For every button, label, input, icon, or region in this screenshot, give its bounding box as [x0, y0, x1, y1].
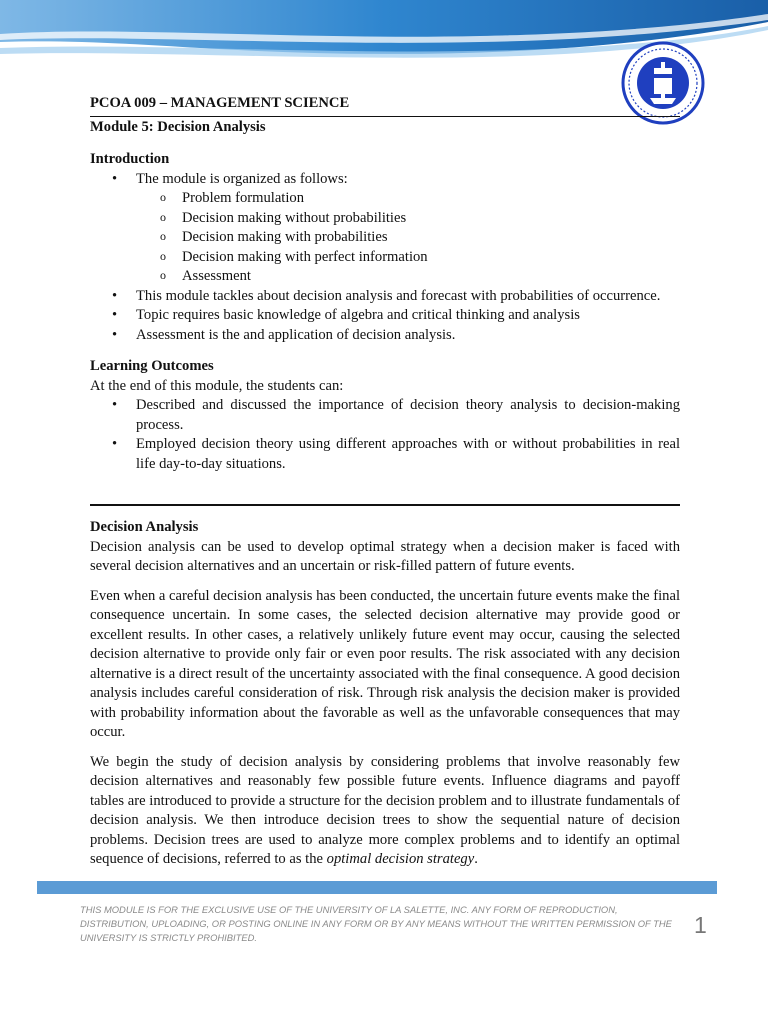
introduction-heading: Introduction [90, 151, 170, 167]
copyright-notice: THIS MODULE IS FOR THE EXCLUSIVE USE OF THE UNIVERSITY OF LA SALETTE, INC. ANY FORM OF REPRODUCTION, DISTRIBUTION, UPLOADING, OR POSTING ONLINE IN ANY FORM OR BY ANY MEANS WITHOUT THE WRITTEN PERMISSION OF THE UNIVERSITY IS STRICTLY PROHIBITED. [80, 904, 672, 943]
paragraph-text: We begin the study of decision analysis by considering problems that involve reasonably few decision alternatives and reasonably few possible future events. Influence diagrams and payoff tables are introduced to provide a structure for the decision problem and to illustrate fundamentals of decision analysis. We then introduce decision trees to show the sequential nature of decision problems. Decision trees are used to analyze more complex problems and to identify an optimal sequence of decisions, referred to as the [90, 753, 680, 867]
learning-outcomes-heading: Learning Outcomes [90, 358, 214, 374]
module-title: Module 5: Decision Analysis [90, 116, 680, 139]
emphasized-term: optimal decision strategy [326, 851, 475, 867]
list-item: • Described and discussed the importance of decision theory analysis to decision-making process. [90, 396, 680, 435]
footer-bar [37, 881, 717, 894]
paragraph [90, 753, 680, 870]
paragraph-end: . [474, 851, 478, 867]
course-title: PCOA 009 – MANAGEMENT SCIENCE [90, 95, 350, 111]
organization-sublist [136, 189, 680, 287]
sublist-item: o Decision making with probabilities [136, 228, 680, 248]
section-divider [90, 504, 680, 506]
learning-outcomes-intro: At the end of this module, the students can: [90, 377, 344, 394]
sublist-item: o Assessment [136, 267, 680, 287]
list-item: • This module tackles about decision analysis and forecast with probabilities of occurrence. [90, 287, 680, 307]
paragraph: Even when a careful decision analysis has been conducted, the uncertain future events make the final consequence uncertain. In some cases, the selected decision alternative may provide good or excellent results. In other cases, a relatively unlikely future event may occur, causing the selected decision alternative to provide only fair or even poor results. The risk associated with any decision alternative is a direct result of the uncertainty associated with the final consequence. A good decision analysis includes careful consideration of risk. Through risk analysis the decision maker is provided with probability information about the favorable as well as the unfavorable consequences that may occur. [90, 587, 680, 740]
list-item-text: The module is organized as follows: [136, 170, 348, 187]
list-item: • Employed decision theory using different approaches with or without probabilities in real life day-to-day situations. [90, 435, 680, 474]
learning-outcomes-list [90, 396, 680, 474]
sublist-item: o Decision making without probabilities [136, 209, 680, 229]
page-number: 1 [694, 912, 707, 938]
paragraph: Decision analysis can be used to develop optimal strategy when a decision maker is faced with several decision alternatives and an uncertain or risk-filled pattern of future events. [90, 538, 680, 574]
decision-analysis-heading: Decision Analysis [90, 519, 199, 535]
introduction-list [90, 170, 680, 346]
page-content [90, 94, 680, 870]
list-item [90, 170, 680, 287]
list-item: • Assessment is the and application of decision analysis. [90, 326, 680, 346]
list-item: • Topic requires basic knowledge of algebra and critical thinking and analysis [90, 306, 680, 326]
sublist-item: o Problem formulation [136, 189, 680, 209]
sublist-item: o Decision making with perfect information [136, 248, 680, 268]
